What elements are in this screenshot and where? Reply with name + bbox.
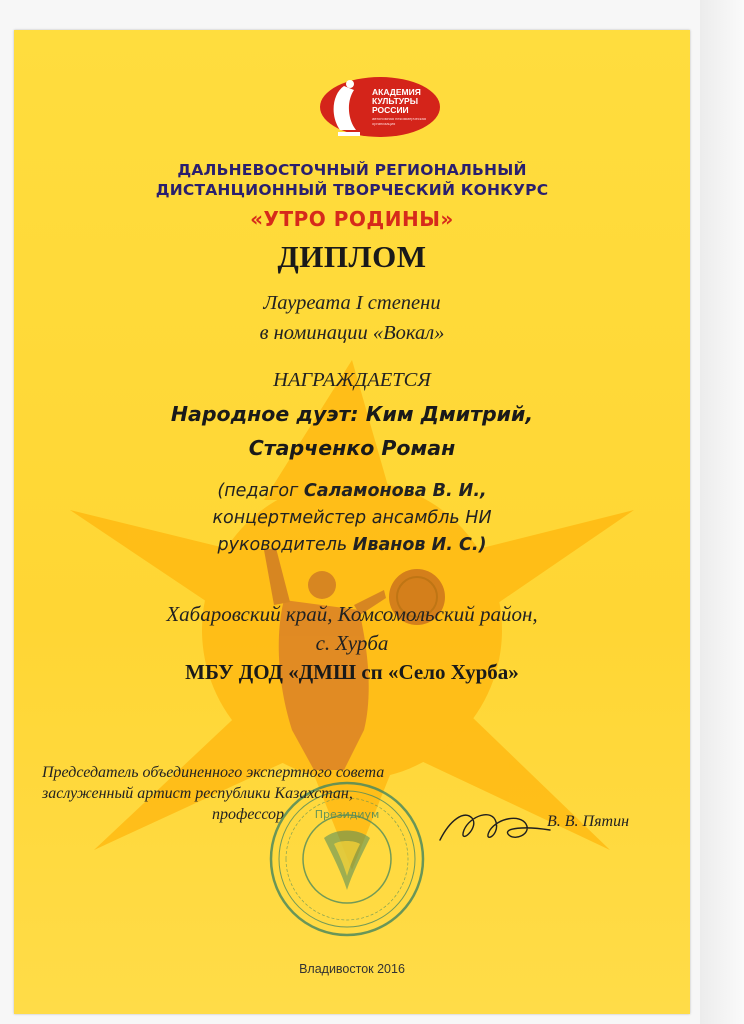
teacher-line-3 [14, 532, 690, 559]
contest-name: «УТРО РОДИНЫ» [250, 207, 454, 231]
location-block [14, 600, 690, 658]
awardee-line-2: Старченко Роман [248, 436, 456, 460]
logo-line-3: РОССИИ [372, 105, 409, 115]
diploma-sheet [14, 30, 690, 1014]
document-title: ДИПЛОМ [277, 239, 427, 274]
teacher-role: (педагог [217, 481, 304, 501]
signatory-rank: профессор [212, 806, 285, 823]
logo-wordmark [372, 88, 452, 115]
scan-margin [700, 0, 744, 1024]
leader-role: руководитель [217, 535, 353, 555]
leader-name: Иванов И. С.) [352, 535, 487, 555]
teachers-block [14, 478, 690, 559]
awardee-block [14, 397, 690, 465]
school-name: МБУ ДОД «ДМШ сп «Село Хурба» [185, 660, 519, 684]
location-region: Хабаровский край, Комсомольский район, [166, 602, 538, 626]
organizer-line-2: ДИСТАНЦИОННЫЙ ТВОРЧЕСКИЙ КОНКУРС [155, 181, 549, 199]
organizer-title [14, 160, 690, 200]
logo-line-1: АКАДЕМИЯ [372, 87, 421, 97]
award-nomination: в номинации «Вокал» [259, 322, 445, 344]
signatory-name: В. В. Пятин [547, 813, 630, 830]
teacher-line-1 [14, 478, 690, 505]
teacher-name: Саламонова В. И., [303, 481, 487, 501]
teacher-line-2: концертмейстер ансамбль НИ [212, 508, 492, 528]
location-village: с. Хурба [315, 631, 389, 655]
logo-line-2: КУЛЬТУРЫ [372, 96, 419, 106]
awardee-line-1: Народное дуэт: Ким Дмитрий, [170, 402, 534, 426]
award-degree: Лауреата I степени [263, 292, 441, 314]
award-degree-block [14, 288, 690, 348]
organizer-line-1: ДАЛЬНЕВОСТОЧНЫЙ РЕГИОНАЛЬНЫЙ [177, 161, 527, 179]
awarded-label: НАГРАЖДАЕТСЯ [273, 369, 431, 391]
signatory-block [42, 762, 472, 825]
seal-center-text: Президиум [314, 808, 380, 821]
city-year: Владивосток 2016 [299, 962, 405, 976]
logo-subtitle: автономная некоммерческая организация [372, 116, 427, 126]
signatory-position: Председатель объединенного экспертного совета [42, 764, 385, 781]
signatory-title: заслуженный артист республики Казахстан, [42, 785, 353, 802]
